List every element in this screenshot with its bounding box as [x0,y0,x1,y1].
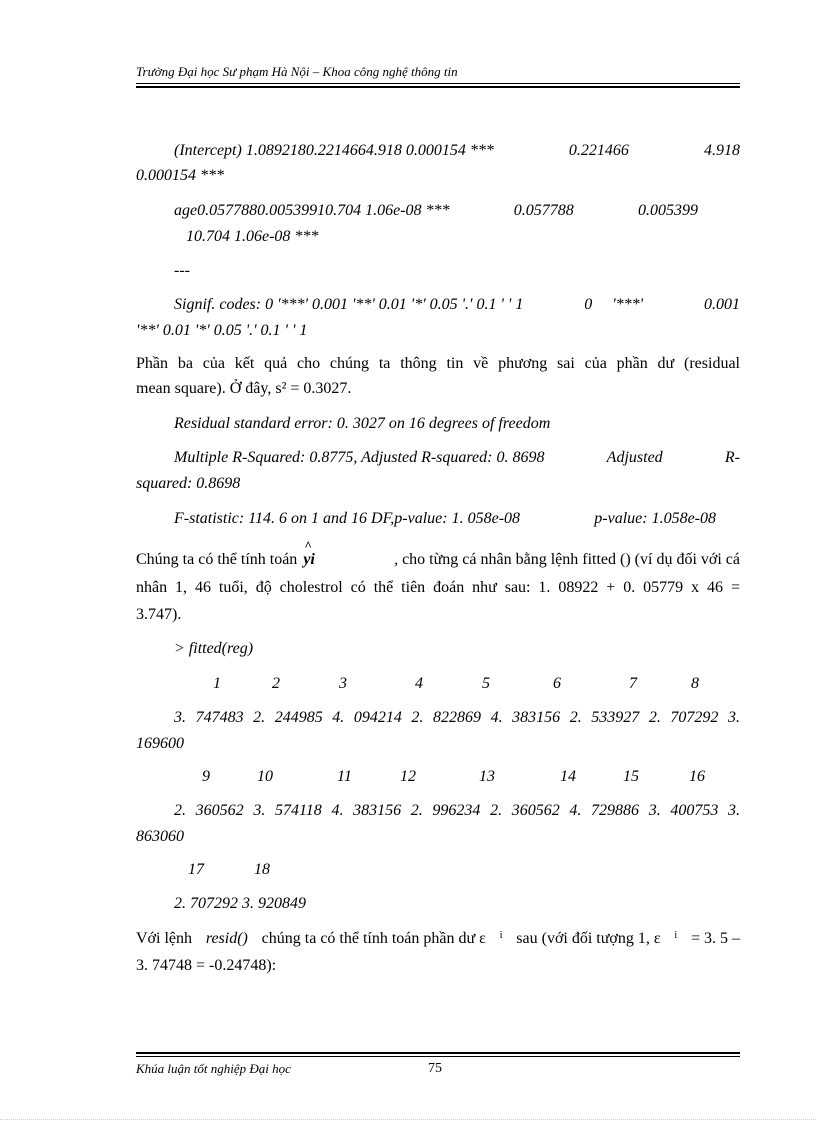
y-hat-symbol: ^ yi [301,551,317,569]
para-fitted-line-1: Chúng ta có thể tính toán ^ yi , cho từng cá nhân bằng lệnh fitted () (ví dụ đối với cá [136,551,740,569]
signif-line-2: '**' 0.01 '*' 0.05 '.' 0.1 ' ' 1 [136,322,308,339]
para-residual-line-1: Phần ba của kết quả cho chúng ta thông tin về phương sai của phần dư (residual [136,355,740,372]
intercept-line-2: 0.000154 *** [136,167,224,184]
age-line-2: 10.704 1.06e-08 *** [186,228,319,245]
intercept-line-1: (Intercept) 1.0892180.2214664.918 0.000154 *** 0.221466 4.918 [174,142,740,159]
footer-rule-thick [136,1052,740,1054]
header-rule-thin [136,83,740,84]
para-residual-line-2: mean square). Ở đây, s² = 0.3027. [136,380,352,397]
header-title: Trường Đại học Sư phạm Hà Nội – Khoa công nghệ thông tin [136,64,458,79]
values-row-2-line-1: 2. 360562 3. 574118 4. 383156 2. 996234 2. 360562 4. 729886 3. 400753 3. [174,802,740,819]
page-edge-dotted [0,1119,816,1120]
signif-line-1: Signif. codes: 0 '***' 0.001 '**' 0.01 '*' 0.05 '.' 0.1 ' ' 1 0 '***' 0.001 [174,296,740,313]
para-resid-line-1: Với lệnh resid() chúng ta có thể tính toán phần dư ε i sau (với đối tượng 1, ε i = 3. 5 – [136,930,740,947]
header-rule-thick [136,86,740,88]
values-row-1-line-2: 169600 [136,735,184,752]
para-fitted-line-3: 3.747). [136,606,182,623]
values-row-2-line-2: 863060 [136,828,184,845]
para-fitted-line-2: nhân 1, 46 tuổi, độ cholestrol có thể tiên đoán như sau: 1. 08922 + 0. 05779 x 46 = [136,579,740,596]
footer-rule-thin [136,1056,740,1057]
r-squared-line-1: Multiple R-Squared: 0.8775, Adjusted R-squared: 0. 8698 Adjusted R- [174,449,740,466]
footer-text: Khúa luận tốt nghiệp Đại học [136,1061,291,1076]
residual-standard-error: Residual standard error: 0. 3027 on 16 degrees of freedom [174,415,551,432]
para-resid-line-2: 3. 74748 = -0.24748): [136,957,277,974]
f-statistic-line: F-statistic: 114. 6 on 1 and 16 DF,p-value: 1. 058e-08 p-value: 1.058e-08 [174,510,716,527]
page-number: 75 [428,1061,442,1076]
age-line-1: age0.0577880.00539910.704 1.06e-08 *** 0.057788 0.005399 [174,202,698,219]
r-squared-line-2: squared: 0.8698 [136,475,241,492]
values-row-1-line-1: 3. 747483 2. 244985 4. 094214 2. 822869 4. 383156 2. 533927 2. 707292 3. [174,709,740,726]
separator-dashes: --- [174,262,190,279]
values-row-3: 2. 707292 3. 920849 [174,895,306,912]
fitted-command: > fitted(reg) [174,640,254,657]
